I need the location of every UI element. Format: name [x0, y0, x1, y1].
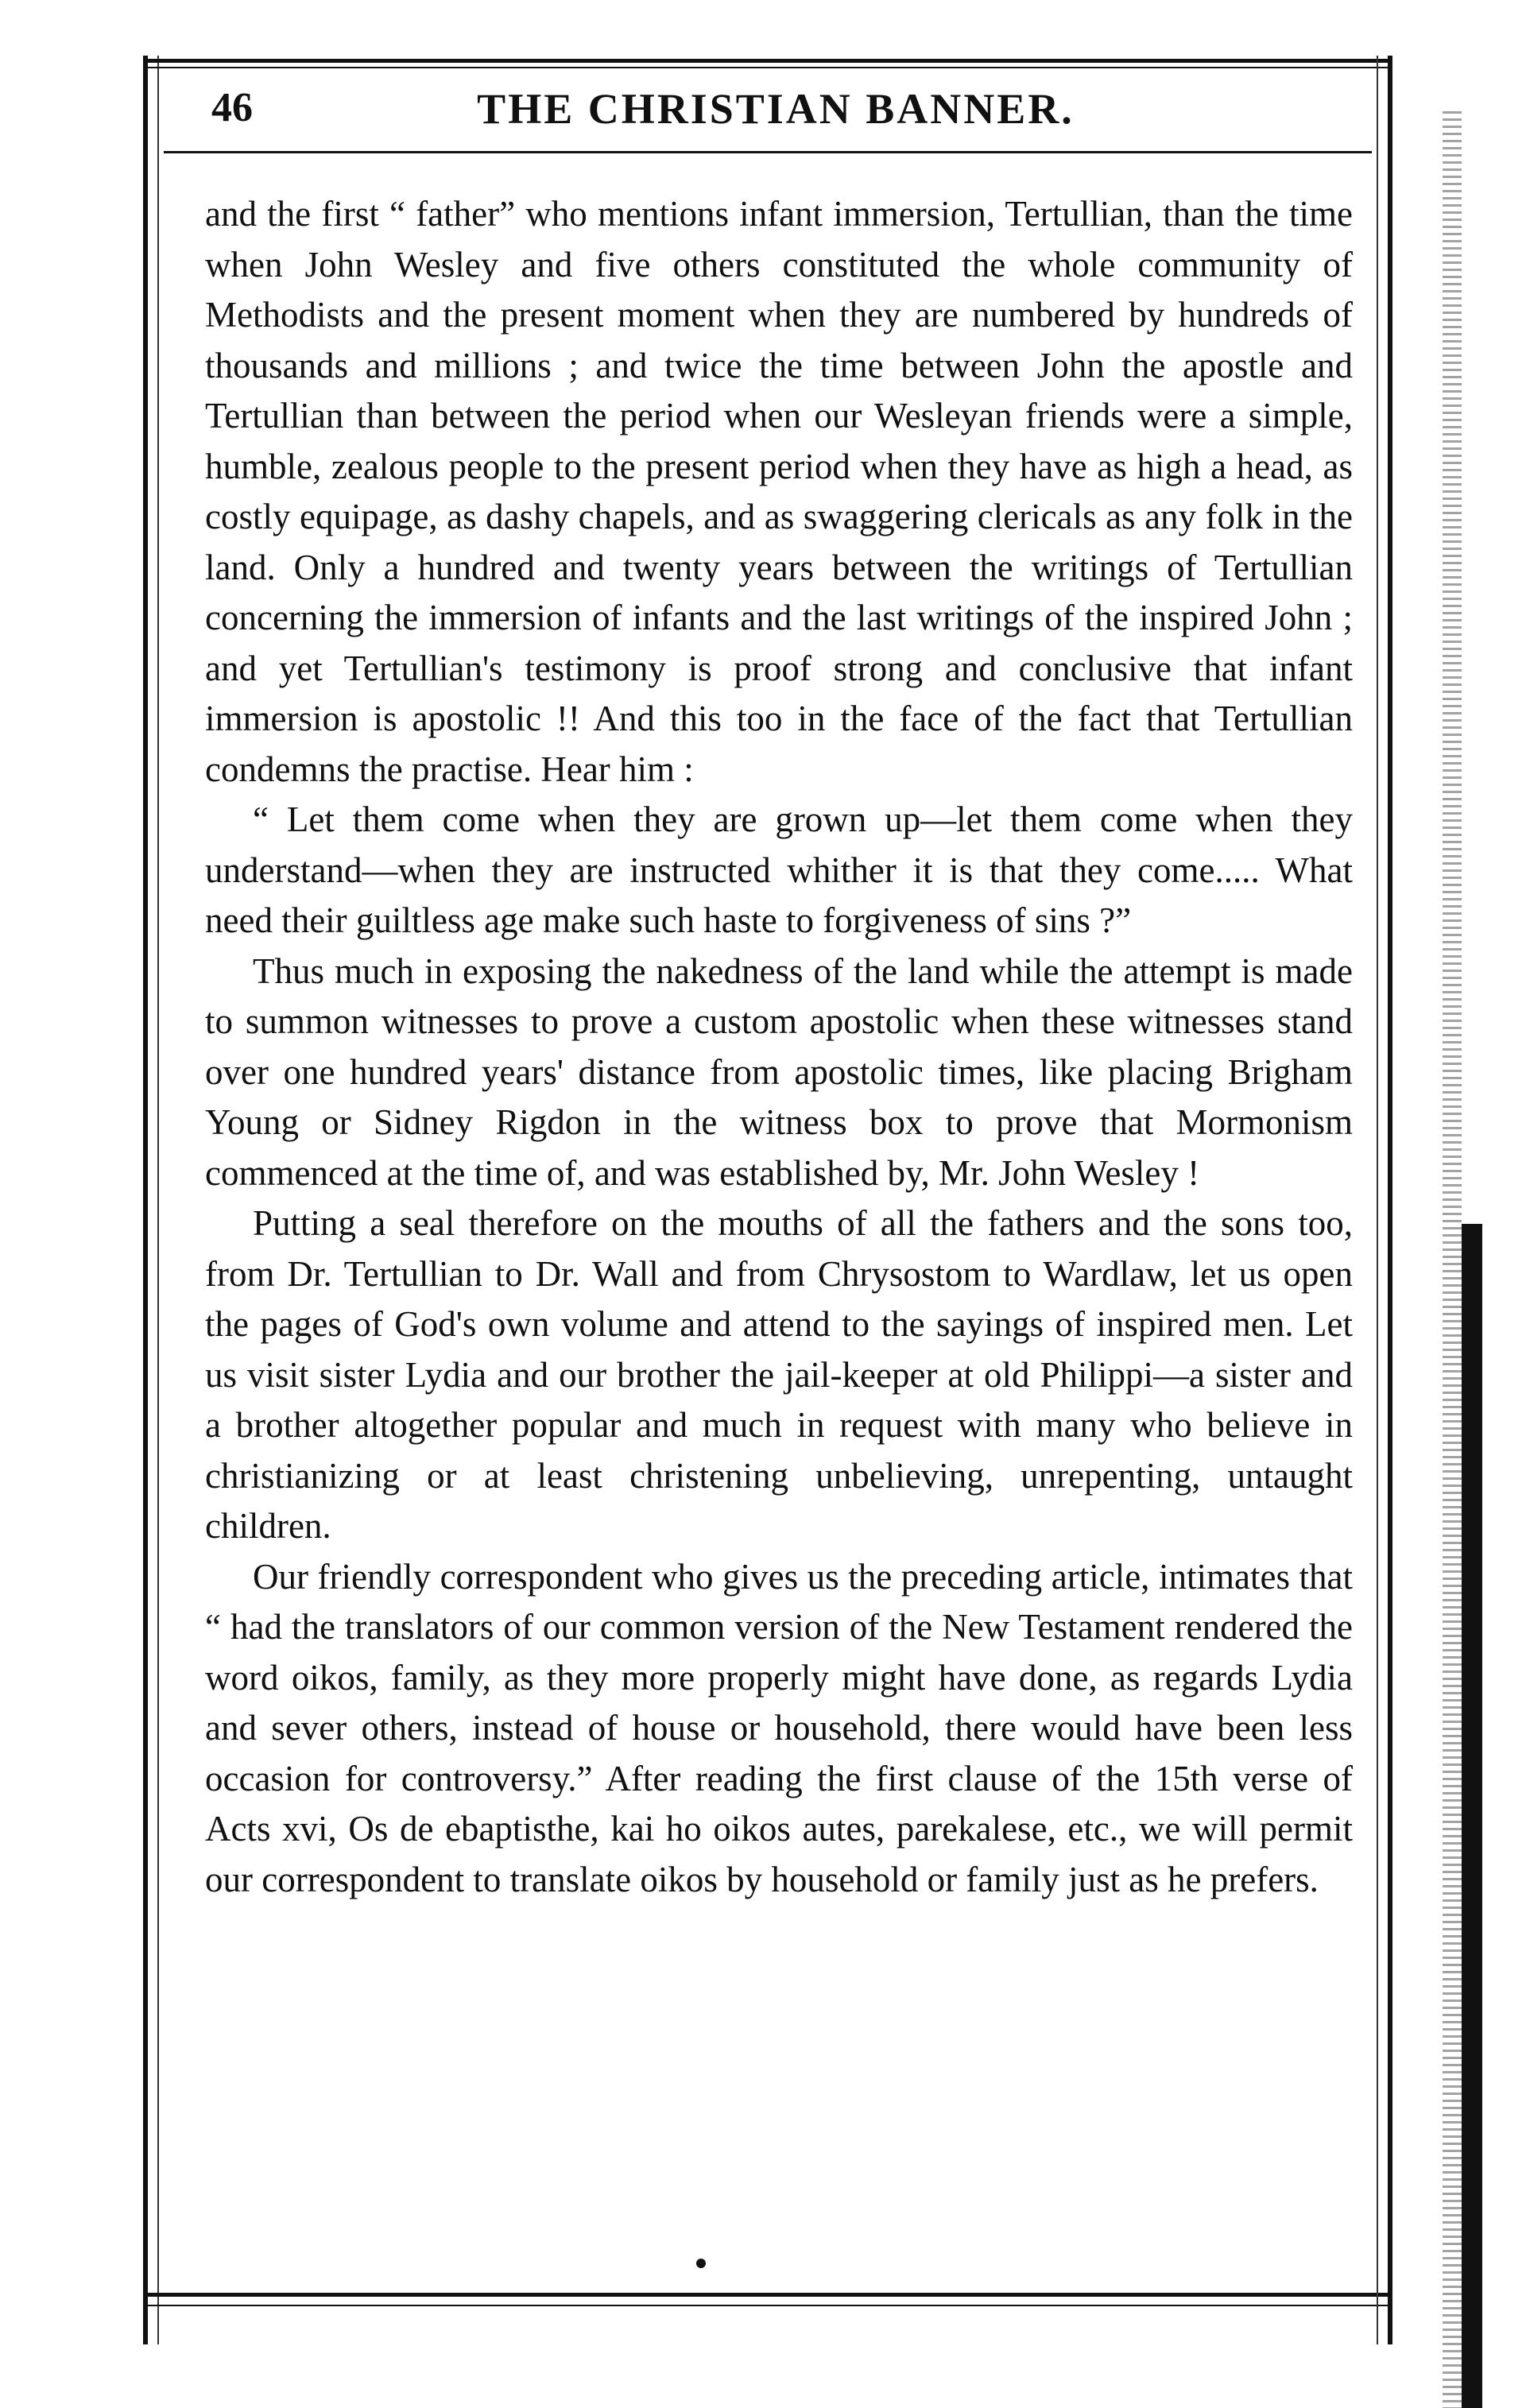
bottom-rule-thin [148, 2305, 1388, 2306]
header-rule [164, 151, 1372, 153]
scan-edge-bar [1462, 1224, 1482, 2408]
article-body [205, 189, 1353, 1905]
page-number: 46 [211, 85, 253, 130]
top-rule-thin [148, 67, 1388, 68]
paragraph-quotation: “ Let them come when they are grown up—let them come when they understand—when they are instructed whither it is that they come..... What need their guiltless age make such haste to forgiveness of sins ?” [205, 799, 1353, 940]
top-rule [148, 59, 1388, 63]
paragraph-putting-a-seal: Putting a seal therefore on the mouths of all the fathers and the sons too, from Dr. Tertullian to Dr. Wall and from Chrysostom to Wardlaw, let us open the pages of God's own volume and attend to the sayings of inspired men. Let us visit sister Lydia and our brother the jail-keeper at old Philippi—a sister and a brother altogether popular and much in request with many who believe in christianizing or at least christening unbelieving, unrepenting, untaught children. [205, 1203, 1353, 1546]
bottom-rule [148, 2293, 1388, 2297]
paragraph-correspondent: Our friendly correspondent who gives us the preceding article, intimates that “ had the translators of our common version of the New Testament rendered the word oikos, family, as they more properly might have done, as regards Lydia and sever others, instead of house or household, there would have been less occasion for controversy.” After reading the first clause of the 15th verse of Acts xvi, Os de ebaptisthe, kai ho oikos autes, parekalese, etc., we will permit our correspondent to translate oikos by household or family just as he prefers. [205, 1556, 1353, 1899]
scan-edge-noise [1443, 111, 1462, 2408]
page-header [196, 84, 1356, 140]
stray-dot-mark [696, 2259, 706, 2268]
paragraph-thus-much: Thus much in exposing the nakedness of the land while the attempt is made to summon witnesses to prove a custom apostolic when these witnesses stand over one hundred years' distance from apostolic times, like placing Brigham Young or Sidney Rigdon in the witness box to prove that Mormonism commenced at the time of, and was established by, Mr. John Wesley ! [205, 950, 1353, 1193]
scan-edge-strip [1435, 111, 1482, 2408]
paragraph-continuation: and the first “ father” who mentions infant immersion, Tertullian, than the time when John Wesley and five others constituted the whole community of Methodists and the present moment when they are numbered by hundreds of thousands and millions ; and twice the time between John the apostle and Tertullian than between the period when our Wesleyan friends were a simple, humble, zealous people to the present period when they have as high a head, as costly equipage, as dashy chapels, and as swaggering clericals as any folk in the land. Only a hundred and twenty years between the writings of Tertullian concerning the immersion of infants and the last writings of the inspired John ; and yet Tertullian's testimony is proof strong and conclusive that infant immersion is apostolic !! And this too in the face of the fact that Tertullian condemns the practise. Hear him : [205, 194, 1353, 789]
journal-title: THE CHRISTIAN BANNER. [477, 85, 1075, 133]
page-frame [143, 56, 1392, 2344]
